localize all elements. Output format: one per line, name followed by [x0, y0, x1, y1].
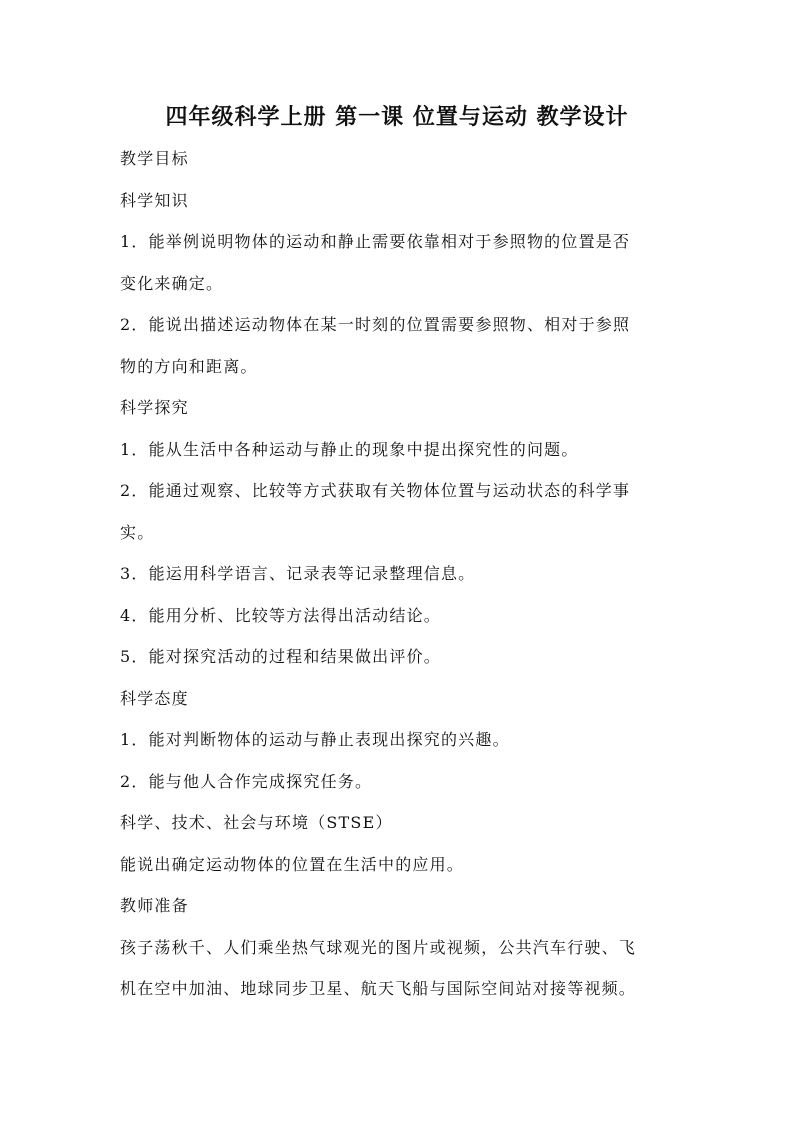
section-heading-teacher-preparation: 教师准备	[120, 896, 189, 915]
text-line: 1．能从生活中各种运动与静止的现象中提出探究性的问题。	[120, 439, 579, 459]
document-body	[120, 147, 680, 1019]
subsection-heading-science-attitude: 科学态度	[120, 688, 189, 708]
text-line: 实。	[120, 522, 155, 542]
text-line: 2．能说出描述运动物体在某一时刻的位置需要参照物、相对于参照	[120, 315, 631, 334]
section-heading-teaching-goals: 教学目标	[120, 149, 189, 168]
text-line: 1．能举例说明物体的运动和静止需要依靠相对于参照物的位置是否	[120, 232, 631, 251]
text-line: 能说出确定运动物体的位置在生活中的应用。	[120, 854, 465, 874]
text-line: 变化来确定。	[120, 273, 224, 293]
text-line: 2．能与他人合作完成探究任务。	[120, 771, 373, 791]
document-title: 四年级科学上册 第一课 位置与运动 教学设计	[165, 104, 629, 130]
subsection-heading-stse: 科学、技术、社会与环境（STSE）	[120, 813, 393, 832]
text-line: 4．能用分析、比较等方法得出活动结论。	[120, 605, 441, 625]
text-line: 3．能运用科学语言、记录表等记录整理信息。	[120, 564, 476, 583]
text-line: 2．能通过观察、比较等方式获取有关物体位置与运动状态的科学事	[120, 481, 631, 500]
subsection-heading-science-knowledge: 科学知识	[120, 190, 189, 210]
text-line: 1．能对判断物体的运动与静止表现出探究的兴趣。	[120, 730, 510, 749]
text-line: 孩子荡秋千、人们乘坐热气球观光的图片或视频，公共汽车行驶、飞	[120, 937, 637, 957]
text-line: 物的方向和距离。	[120, 356, 258, 376]
text-line: 机在空中加油、地球同步卫星、航天飞船与国际空间站对接等视频。	[120, 979, 637, 998]
subsection-heading-science-inquiry: 科学探究	[120, 398, 189, 417]
text-line: 5．能对探究活动的过程和结果做出评价。	[120, 647, 441, 666]
